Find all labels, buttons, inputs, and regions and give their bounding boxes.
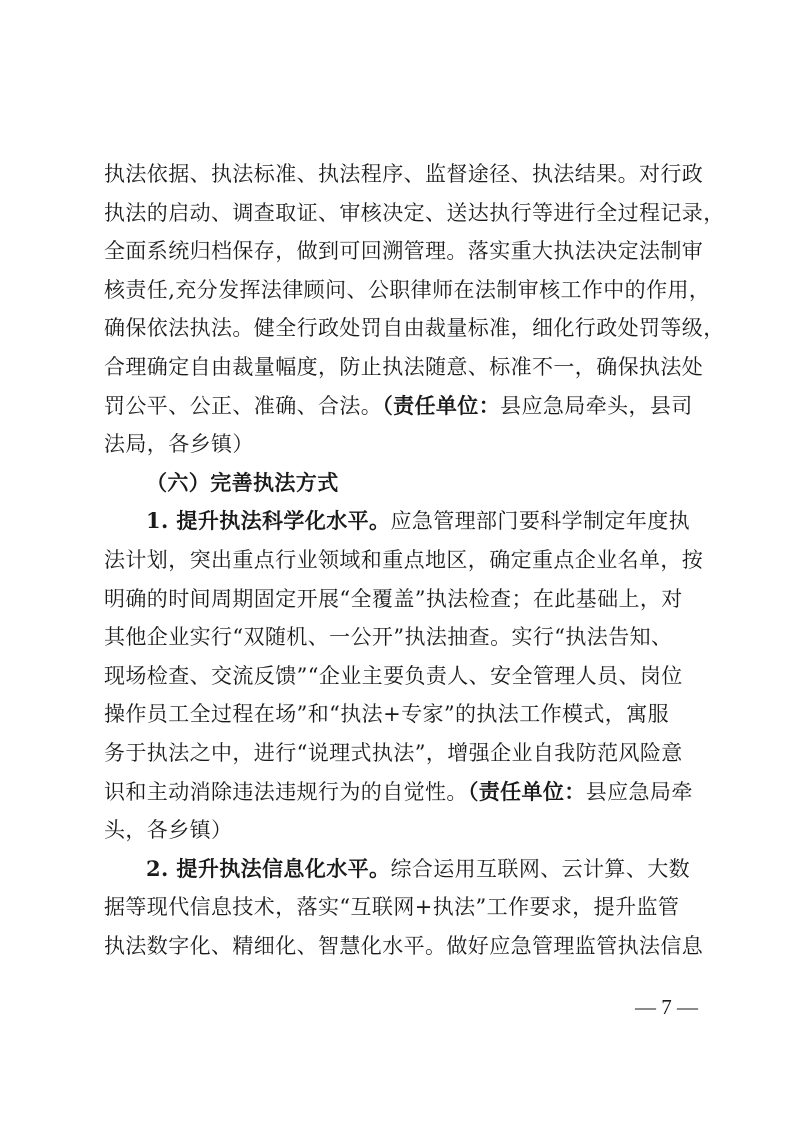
text-line: 法局，各乡镇）: [104, 432, 254, 457]
page-number: — 7 —: [635, 995, 698, 1019]
responsible-unit-value: 县应急局牵头，县司: [500, 393, 693, 418]
text-line: 头，各乡镇）: [104, 818, 233, 843]
text-line: [104, 773, 704, 812]
item-title: 1. 提升执法科学化水平。: [146, 508, 391, 534]
text-line: 操作员工全过程在场”和“执法+专家”的执法工作模式，寓服: [104, 702, 670, 727]
text-segment: 综合运用互联网、云计算、大数: [390, 856, 691, 881]
text-line: [104, 850, 704, 889]
text-line: 其他企业实行“双随机、一公开”执法抽查。实行“执法告知、: [104, 625, 673, 650]
text-line: 现场检查、交流反馈”“企业主要负责人、安全管理人员、岗位: [104, 663, 683, 688]
text-line: 执法依据、执法标准、执法程序、监督途径、执法结果。对行政: [104, 162, 704, 186]
responsible-unit-value: 县应急局牵: [585, 779, 693, 804]
text-line: [104, 387, 704, 426]
text-segment: 应急管理部门要科学制定年度执: [390, 509, 691, 534]
text-line: 务于执法之中，进行“说理式执法”，增强企业自我防范风险意: [104, 740, 683, 765]
body-text: [104, 155, 725, 965]
responsible-unit-label: （责任单位：: [467, 778, 586, 804]
text-line: 核责任,充分发挥法律顾问、公职律师在法制审核工作中的作用，: [104, 277, 711, 302]
responsible-unit-label: （责任单位：: [382, 392, 501, 418]
text-line: 全面系统归档保存，做到可回溯管理。落实重大执法决定法制审: [104, 239, 704, 264]
text-line: 执法数字化、精细化、智慧化水平。做好应急管理监管执法信息: [104, 933, 704, 958]
text-line: 合理确定自由裁量幅度，防止执法随意、标准不一，确保执法处: [104, 354, 704, 379]
text-line: 据等现代信息技术，落实“互联网+执法”工作要求，提升监管: [104, 895, 680, 920]
text-line: 确保依法执法。健全行政处罚自由裁量标准，细化行政处罚等级，: [104, 316, 725, 341]
text-line: [104, 502, 704, 541]
section-heading: （六）完善执法方式: [146, 469, 339, 495]
text-line: 明确的时间周期固定开展“全覆盖”执法检查；在此基础上，对: [104, 586, 683, 611]
text-line: 法计划，突出重点行业领域和重点地区，确定重点企业名单，按: [104, 547, 704, 572]
item-title: 2. 提升执法信息化水平。: [146, 855, 391, 881]
text-segment: 识和主动消除违法违规行为的自觉性。: [104, 779, 468, 804]
text-line: 执法的启动、调查取证、审核决定、送达执行等进行全过程记录，: [104, 200, 725, 225]
text-segment: 罚公平、公正、准确、合法。: [104, 393, 383, 418]
